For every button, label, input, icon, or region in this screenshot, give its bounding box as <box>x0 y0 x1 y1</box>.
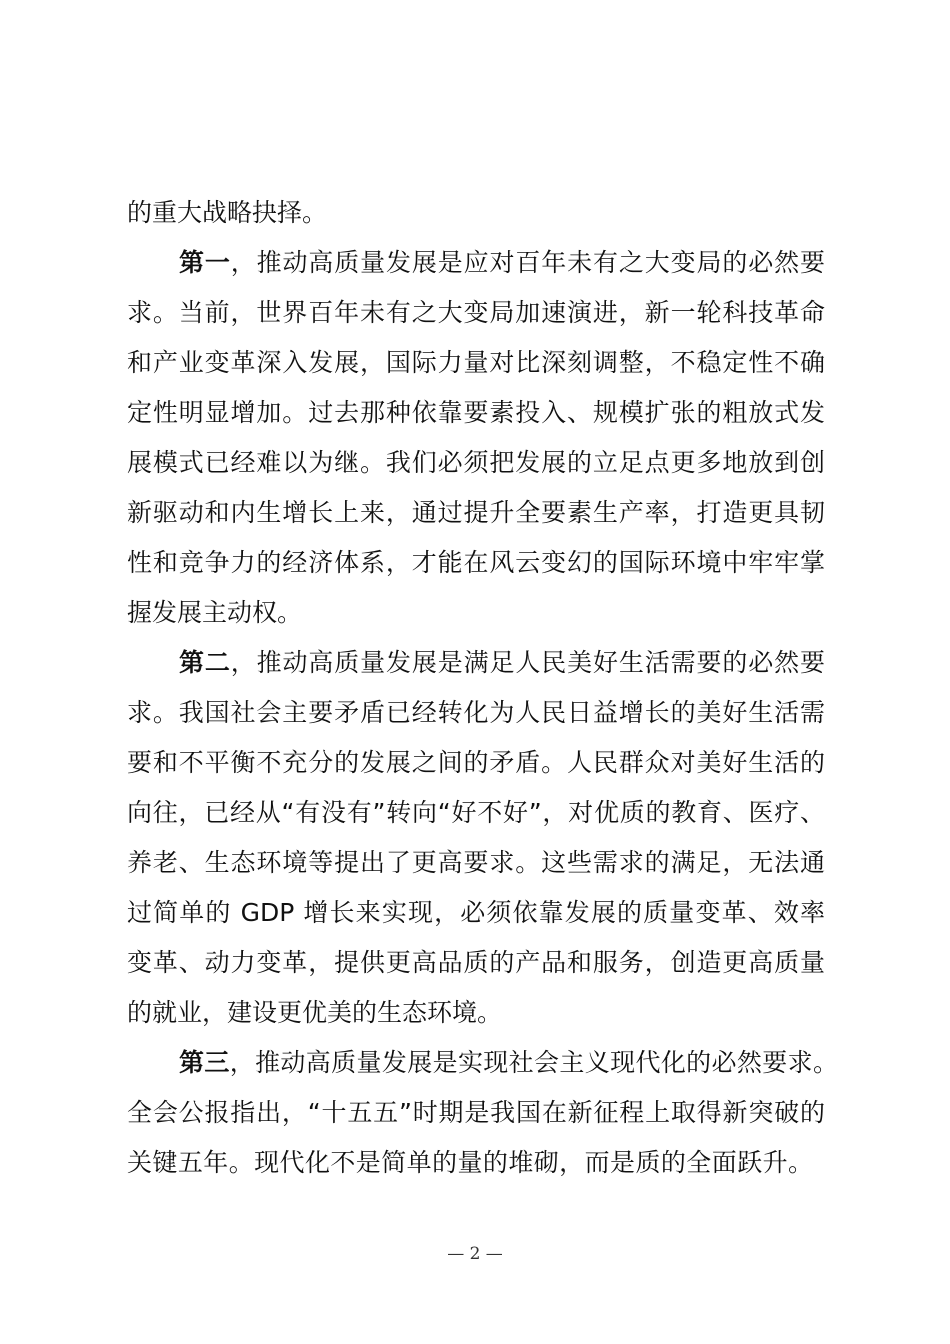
text-line: ，推动高质量发展是应对百年未有之大变局的必然要 <box>230 248 825 277</box>
text-line: 要和不平衡不充分的发展之间的矛盾。人民群众对美好生活的 <box>127 748 825 777</box>
text-line: 关键五年。现代化不是简单的量的堆砌，而是质的全面跃升。 <box>127 1148 813 1177</box>
text-line: 新驱动和内生增长上来，通过提升全要素生产率，打造更具韧 <box>127 498 825 527</box>
paragraph-first-line <box>127 238 825 288</box>
text-line: 和产业变革深入发展，国际力量对比深刻调整，不稳定性不确 <box>127 348 825 377</box>
paragraph-lead: 第三 <box>179 1048 230 1077</box>
text-line: 性和竞争力的经济体系，才能在风云变幻的国际环境中牢牢掌 <box>127 548 825 577</box>
text-line: 变革、动力变革，提供更高品质的产品和服务，创造更高质量 <box>127 948 825 977</box>
text-line: 求。当前，世界百年未有之大变局加速演进，新一轮科技革命 <box>127 298 825 327</box>
text-line: 握发展主动权。 <box>127 598 303 627</box>
text-line: 养老、生态环境等提出了更高要求。这些需求的满足，无法通 <box>127 848 825 877</box>
text-line: 过简单的 GDP 增长来实现，必须依靠发展的质量变革、效率 <box>127 898 825 927</box>
paragraph-lead: 第一 <box>179 248 231 277</box>
paragraph-first-line <box>127 638 825 688</box>
paragraph-first-line <box>127 1038 838 1088</box>
text-line: 定性明显增加。过去那种依靠要素投入、规模扩张的粗放式发 <box>127 398 825 427</box>
text-line: 全会公报指出，“十五五”时期是我国在新征程上取得新突破的 <box>127 1098 825 1127</box>
page-number: — 2 — <box>447 1244 503 1264</box>
text-line: ，推动高质量发展是满足人民美好生活需要的必然要 <box>230 648 825 677</box>
text-line: 向往，已经从“有没有”转向“好不好”，对优质的教育、医疗、 <box>127 798 825 827</box>
text-line: 的重大战略抉择。 <box>127 198 328 227</box>
paragraph-lead: 第二 <box>179 648 231 677</box>
text-line: 求。我国社会主要矛盾已经转化为人民日益增长的美好生活需 <box>127 698 825 727</box>
text-line: 的就业，建设更优美的生态环境。 <box>127 998 503 1027</box>
text-line: ，推动高质量发展是实现社会主义现代化的必然要求。 <box>229 1048 838 1077</box>
text-line: 展模式已经难以为继。我们必须把发展的立足点更多地放到创 <box>127 448 825 477</box>
